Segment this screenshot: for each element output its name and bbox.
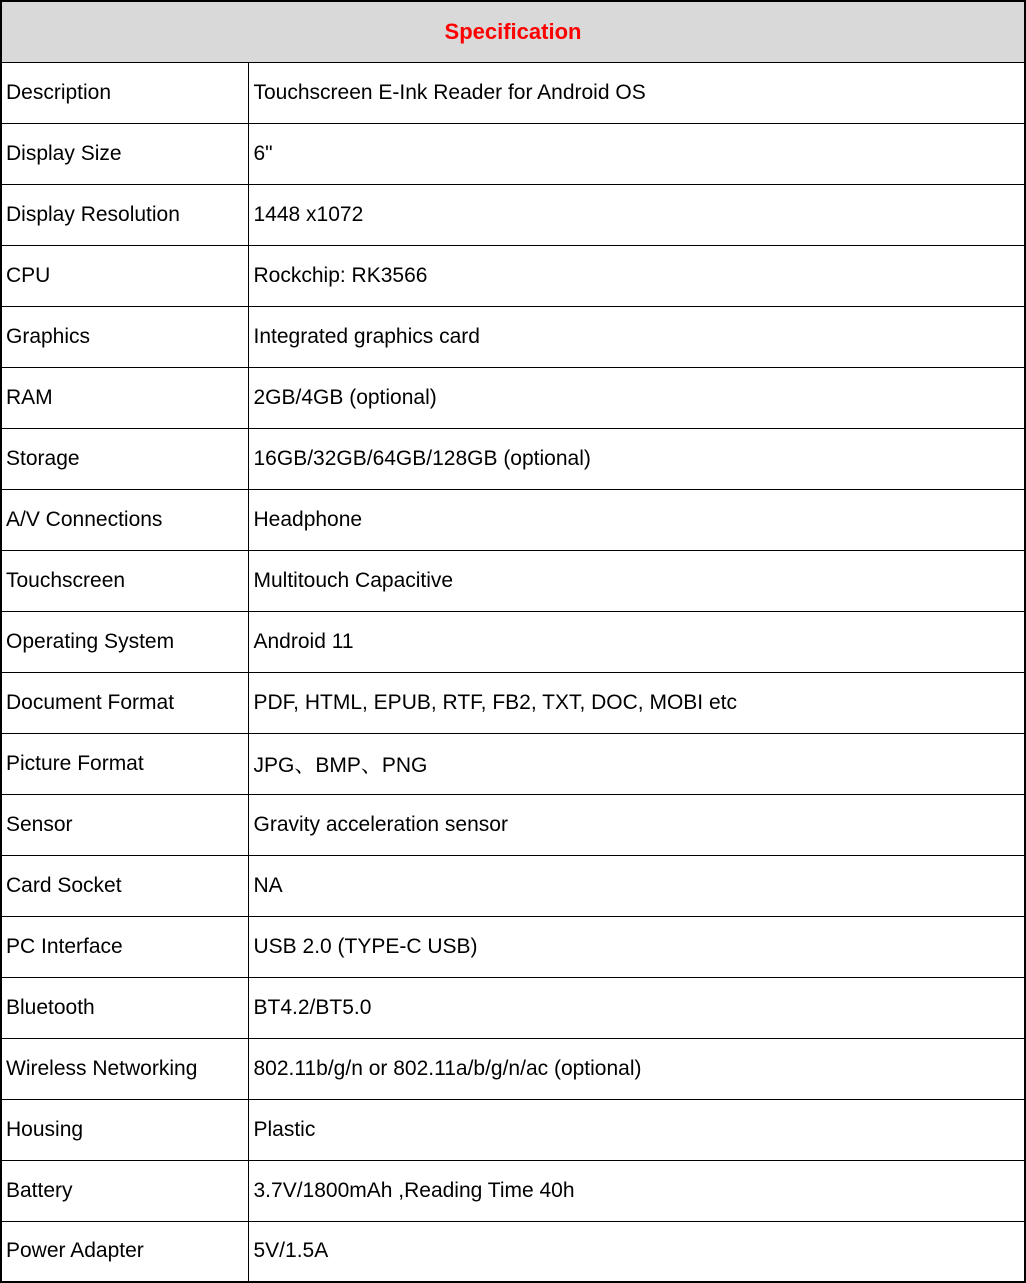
table-row — [1, 306, 1025, 367]
table-row — [1, 184, 1025, 245]
table-row — [1, 916, 1025, 977]
spec-label-cell: Power Adapter — [1, 1221, 248, 1282]
spec-label-cell: Description — [1, 62, 248, 123]
table-row — [1, 1160, 1025, 1221]
spec-label-cell: Sensor — [1, 794, 248, 855]
table-row — [1, 794, 1025, 855]
spec-label-cell: Display Resolution — [1, 184, 248, 245]
table-row — [1, 733, 1025, 794]
spec-value-cell: Integrated graphics card — [248, 306, 1025, 367]
table-row — [1, 1038, 1025, 1099]
spec-label-cell: Graphics — [1, 306, 248, 367]
spec-value-cell: BT4.2/BT5.0 — [248, 977, 1025, 1038]
spec-value-cell: Rockchip: RK3566 — [248, 245, 1025, 306]
spec-value-cell: 5V/1.5A — [248, 1221, 1025, 1282]
spec-value-cell: Plastic — [248, 1099, 1025, 1160]
spec-label-cell: Picture Format — [1, 733, 248, 794]
table-row — [1, 550, 1025, 611]
spec-label-cell: A/V Connections — [1, 489, 248, 550]
spec-label-cell: Battery — [1, 1160, 248, 1221]
spec-label-cell: PC Interface — [1, 916, 248, 977]
spec-label-cell: Display Size — [1, 123, 248, 184]
spec-value-cell: NA — [248, 855, 1025, 916]
table-title: Specification — [1, 1, 1025, 62]
table-header-row — [1, 1, 1025, 62]
spec-label-cell: Housing — [1, 1099, 248, 1160]
table-row — [1, 855, 1025, 916]
table-row — [1, 489, 1025, 550]
spec-value-cell: Gravity acceleration sensor — [248, 794, 1025, 855]
spec-label-cell: CPU — [1, 245, 248, 306]
table-row — [1, 367, 1025, 428]
spec-value-cell: 3.7V/1800mAh ,Reading Time 40h — [248, 1160, 1025, 1221]
spec-value-cell: 802.11b/g/n or 802.11a/b/g/n/ac (optional) — [248, 1038, 1025, 1099]
spec-value-cell: 1448 x1072 — [248, 184, 1025, 245]
spec-label-cell: Wireless Networking — [1, 1038, 248, 1099]
spec-value-cell: Android 11 — [248, 611, 1025, 672]
table-row — [1, 672, 1025, 733]
table-row — [1, 1221, 1025, 1282]
spec-label-cell: Card Socket — [1, 855, 248, 916]
spec-value-cell: Multitouch Capacitive — [248, 550, 1025, 611]
spec-label-cell: Bluetooth — [1, 977, 248, 1038]
spec-label-cell: Operating System — [1, 611, 248, 672]
spec-value-cell: PDF, HTML, EPUB, RTF, FB2, TXT, DOC, MOBI etc — [248, 672, 1025, 733]
table-row — [1, 245, 1025, 306]
spec-value-cell: 6" — [248, 123, 1025, 184]
table-row — [1, 611, 1025, 672]
table-row — [1, 428, 1025, 489]
spec-label-cell: RAM — [1, 367, 248, 428]
table-row — [1, 62, 1025, 123]
spec-value-cell: JPG、BMP、PNG — [248, 733, 1025, 794]
table-row — [1, 977, 1025, 1038]
spec-value-cell: Headphone — [248, 489, 1025, 550]
spec-label-cell: Document Format — [1, 672, 248, 733]
spec-label-cell: Touchscreen — [1, 550, 248, 611]
spec-value-cell: USB 2.0 (TYPE-C USB) — [248, 916, 1025, 977]
spec-value-cell: 2GB/4GB (optional) — [248, 367, 1025, 428]
spec-value-cell: 16GB/32GB/64GB/128GB (optional) — [248, 428, 1025, 489]
table-row — [1, 123, 1025, 184]
spec-label-cell: Storage — [1, 428, 248, 489]
spec-value-cell: Touchscreen E-Ink Reader for Android OS — [248, 62, 1025, 123]
table-row — [1, 1099, 1025, 1160]
